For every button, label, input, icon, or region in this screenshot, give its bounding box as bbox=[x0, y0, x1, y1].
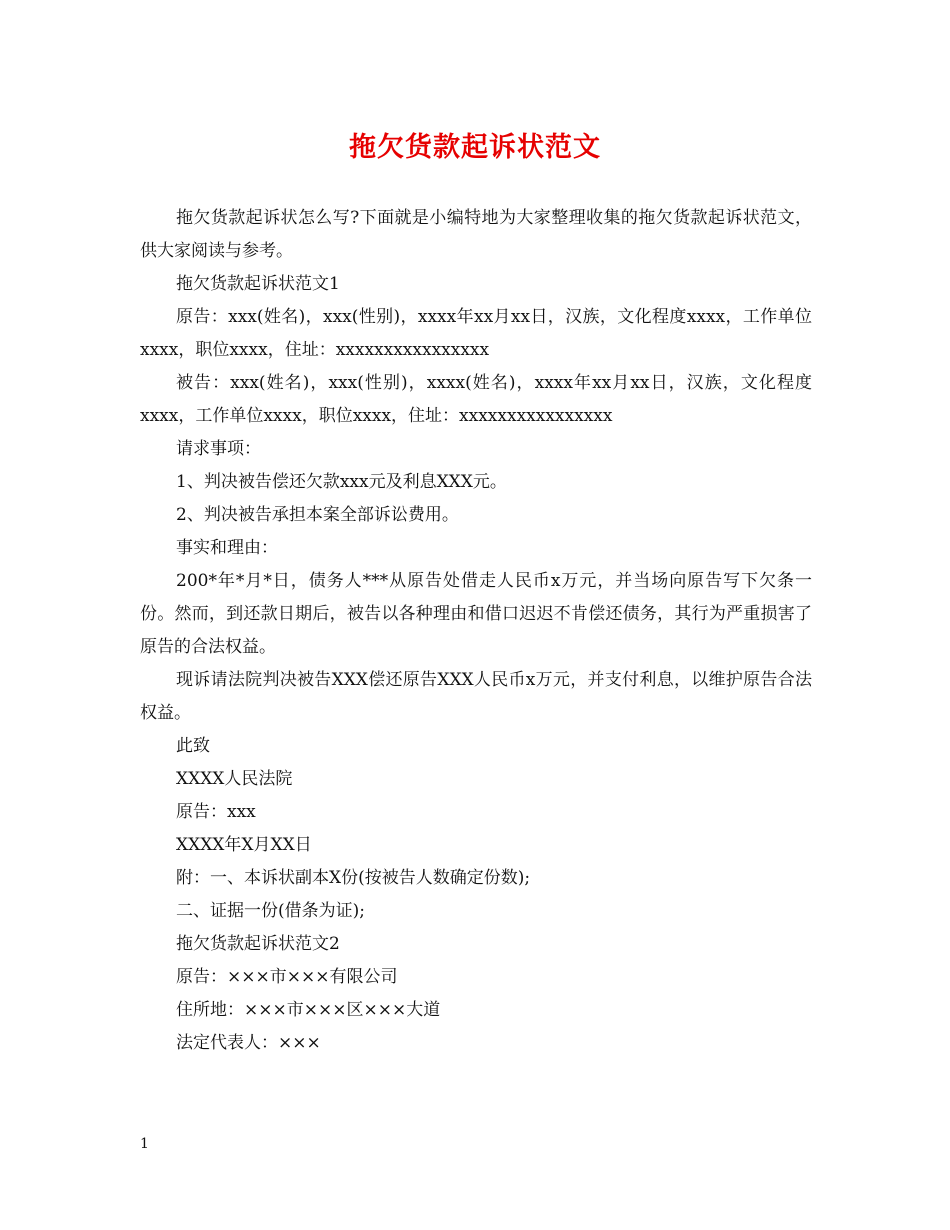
paragraph-petition: 现诉请法院判决被告XXX偿还原告XXX人民币x万元，并支付利息，以维护原告合法权益。 bbox=[140, 670, 812, 723]
paragraph-sample2-representative: 法定代表人：××× bbox=[176, 1033, 321, 1053]
paragraph-defendant: 被告：xxx(姓名)，xxx(性别)，xxxx(姓名)，xxxx年xx月xx日，汉族，文化程度xxxx，工作单位xxxx，职位xxxx，住址：xxxxxxxxxxxxxxxx bbox=[140, 373, 812, 426]
document-body bbox=[140, 202, 812, 1060]
paragraph-sample2-address: 住所地：×××市×××区×××大道 bbox=[176, 1000, 441, 1020]
paragraph-sample2-plaintiff: 原告：×××市×××有限公司 bbox=[176, 967, 398, 987]
paragraph-attachment-1: 附：一、本诉状副本X份(按被告人数确定份数); bbox=[176, 868, 531, 888]
paragraph-claim-2: 2、判决被告承担本案全部诉讼费用。 bbox=[176, 505, 459, 525]
document-title: 拖欠货款起诉状范文 bbox=[349, 132, 601, 163]
paragraph-salutation: 此致 bbox=[176, 736, 210, 756]
paragraph-sample1-heading: 拖欠货款起诉状范文1 bbox=[176, 274, 340, 294]
paragraph-court: XXXX人民法院 bbox=[176, 769, 293, 789]
paragraph-facts: 200*年*月*日，债务人***从原告处借走人民币x万元，并当场向原告写下欠条一份。然而，到还款日期后，被告以各种理由和借口迟迟不肯偿还债务，其行为严重损害了原告的合法权益。 bbox=[140, 571, 812, 657]
paragraph-claim-1: 1、判决被告偿还欠款xxx元及利息XXX元。 bbox=[176, 472, 507, 492]
page-number: 1 bbox=[140, 1136, 149, 1152]
paragraph-signature: 原告：xxx bbox=[176, 802, 256, 822]
paragraph-sample2-heading: 拖欠货款起诉状范文2 bbox=[176, 934, 340, 954]
paragraph-date: XXXX年X月XX日 bbox=[176, 835, 312, 855]
paragraph-intro: 拖欠货款起诉状怎么写?下面就是小编特地为大家整理收集的拖欠货款起诉状范文，供大家阅读与参考。 bbox=[140, 208, 812, 261]
paragraph-facts-heading: 事实和理由： bbox=[176, 538, 278, 558]
paragraph-plaintiff: 原告：xxx(姓名)，xxx(性别)，xxxx年xx月xx日，汉族，文化程度xxxx，工作单位xxxx，职位xxxx，住址：xxxxxxxxxxxxxxxx bbox=[140, 307, 812, 360]
paragraph-attachment-2: 二、证据一份(借条为证); bbox=[176, 901, 365, 921]
paragraph-claims-heading: 请求事项： bbox=[176, 439, 261, 459]
